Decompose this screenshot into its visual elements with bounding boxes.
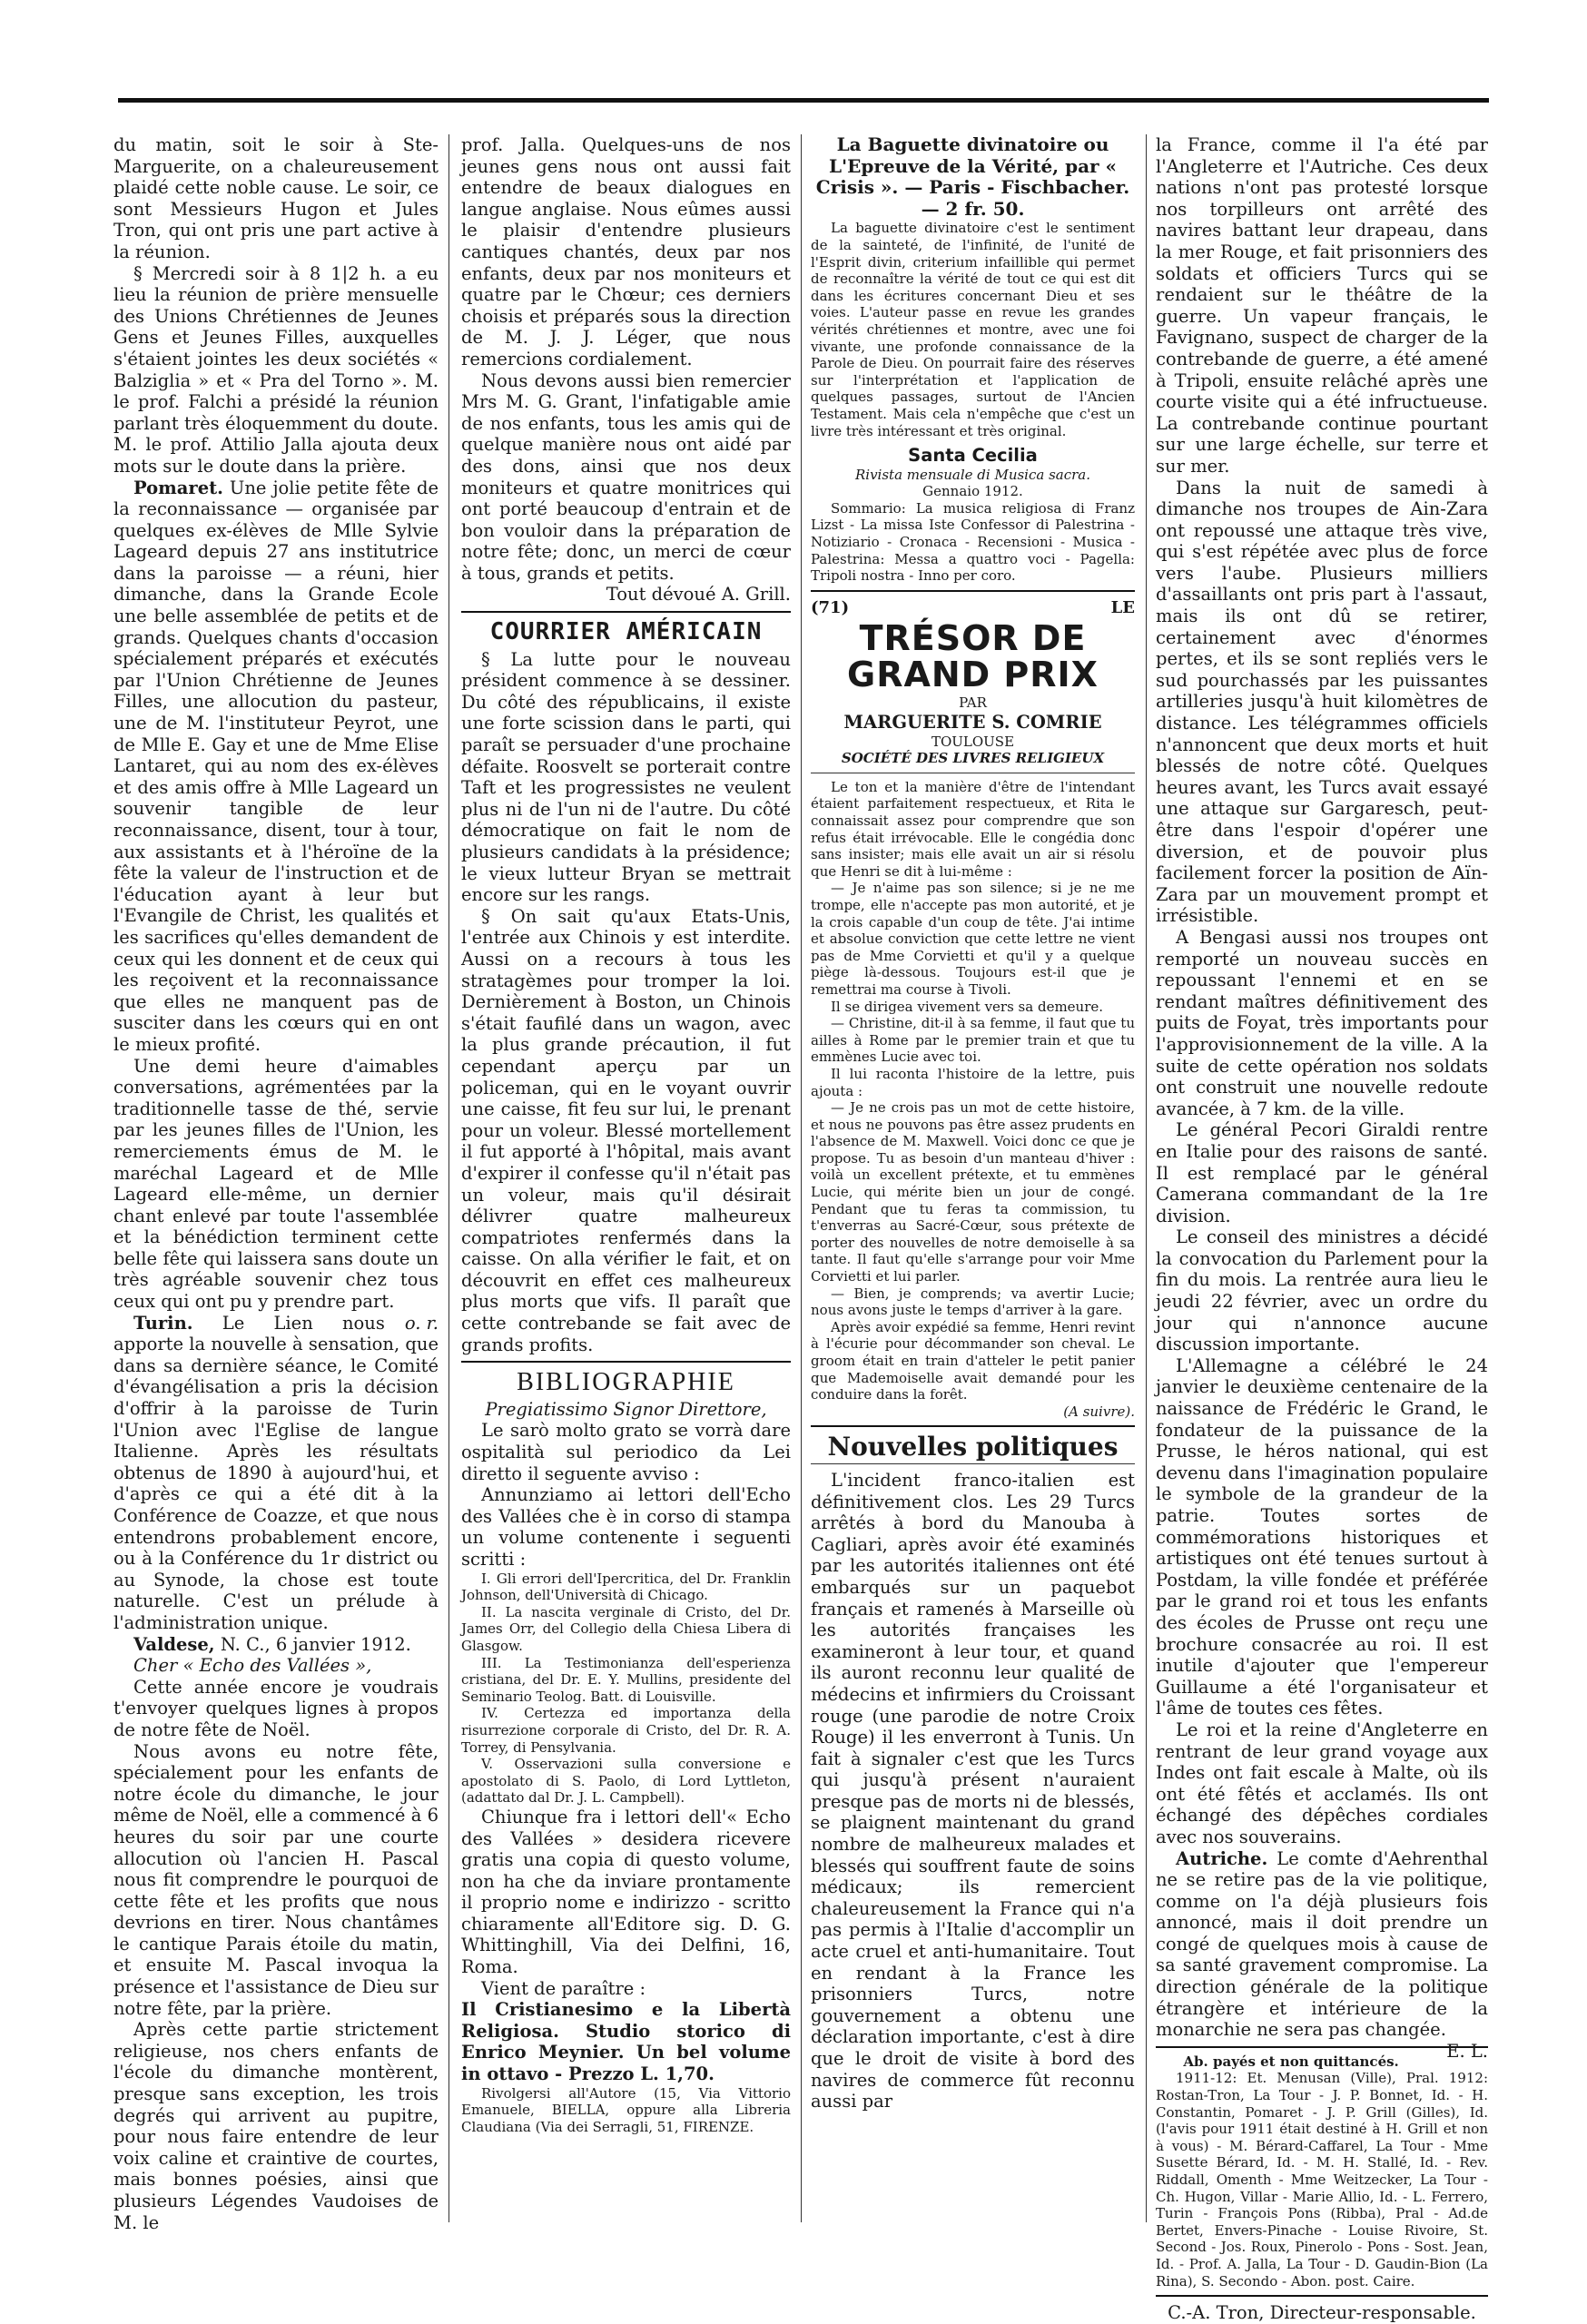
author: MARGUERITE S. COMRIE (843, 712, 1102, 734)
column-4 (1156, 134, 1488, 2324)
signature: E. L. (1446, 2040, 1488, 2062)
paragraph: Après cette partie strictement religieuse, nos chers enfants de l'école du dimanche montèrent, presque sans exception, les trois degrés qui arrivent au pupitre, pour nous faire entendre de leur voix caline et craintive de courtes, mais bonnes poésies, ainsi que plusieurs Légendes Vaudoises de M. le (113, 2019, 439, 2233)
salutation: Cher « Echo des Vallées », (133, 1655, 372, 1677)
paragraph: Il lui raconta l'histoire de la lettre, puis ajouta : (811, 1065, 1135, 1099)
paragraph: la France, comme il l'a été par l'Angleterre et l'Autriche. Ces deux nations n'ont pas protesté lorsque nos torpilleurs ont arrêté des navires battant leur drapeau, dans la mer Rouge, et fait prisonniers des soldats et officiers Turcs qui se rendaient sur le théâtre de la guerre. Un vapeur français, le Favignano, suspect de charger de la contrebande de guerre, a été amené à Tripoli, ensuite relâché après une courte visite qui a été infructueuse. La contrebande continue pourtant sur une large échelle, sur terre et sur mer. (1156, 134, 1488, 477)
paragraph: Cette année encore je voudrais t'envoyer quelques lignes à propos de notre fête de Noël. (113, 1676, 439, 1740)
paragraph: Dans la nuit de samedi à dimanche nos troupes de Ain-Zara ont repoussé une attaque très vive, qui s'est répétée avec plus de force vers l'aube. Plusieurs milliers d'assaillants ont pris part à l'assaut, mais ils ont dû se retirer, certainement avec d'énormes pertes, et ils se sont repliés vers le sud pourchassés par les puissantes artilleries jusqu'à huit kilomètres de distance. Les télégrammes officiels n'annoncent que deux morts et huit blessés de notre côté. Quelques heures avant, les Turcs avait essayé une attaque sur Gargaresch, peut-être dans l'espoir d'opérer une diversion, et de pouvoir plus facilement forcer la position de Aïn-Zara par un mouvement prompt et irrésistible. (1156, 477, 1488, 927)
paragraph: A Bengasi aussi nos troupes ont remporté un nouveau succès en repoussant l'ennemi et en se rendant maîtres définitivement des puits de Foyat, très importants pour l'approvisionnement de la ville. A la suite de cette opération nos soldats ont construit une nouvelle redoute avancée, à 7 km. de la ville. (1156, 926, 1488, 1119)
section-mark-icon: § (133, 262, 153, 284)
section-mark-icon: § (481, 905, 511, 927)
signature: Tout dévoué A. Grill. (606, 584, 791, 606)
paragraph: — Je n'aime pas son silence; si je ne me trompe, elle n'accepte pas mon autorité, et je la crois capable d'un coup de tête. J'ai intime et absolue conviction que cette lettre ne vient pas de Mme Corvietti et qu'il y a quelque piège là-dessous. Toujours est-il que je remettrai ma course à Tivoli. (811, 880, 1135, 998)
feuilleton-article: LE (1110, 597, 1135, 617)
paragraph: — Christine, dit-il à sa femme, il faut que tu ailles à Rome par le premier train et que tu emmènes Lucie avec toi. (811, 1015, 1135, 1066)
paragraph: Nous avons eu notre fête, spécialement pour les enfants de notre école du dimanche, le jour même de Noël, elle a commencé à 6 heures du soir par une courte allocution où l'ancien H. Pascal nous fit comprendre le pourquoi de cette fête et les profits que nous devrions en tirer. Nous chantâmes le cantique Parais étoile du matin, et ensuite M. Pascal invoqua la présence et l'assistance de Dieu sur notre fête, par la prière. (113, 1740, 439, 2019)
paragraph: L'Allemagne a célébré le 24 janvier le deuxième centenaire de la naissance de Frédéric le Grand, le fondateur de la puissance de la Prusse, le héros national, qui est devenu dans l'imagination populaire le symbole de la grandeur de la patrie. Toutes sortes de commémorations historiques et artistiques ont été tenues surtout à Postdam, la ville fondée et préférée par le grand roi et tous les enfants des écoles de Prusse ont reçu une brochure consacrée au roi. Il est inutile d'ajouter que l'empereur Guillaume a été l'organisateur et l'âme de toutes ces fêtes. (1156, 1354, 1488, 1719)
list-item: III. La Testimonianza dell'esperienza cristiana, del Dr. E. Y. Mullins, presidente del Seminario Teolog. Batt. di Louisville. (461, 1654, 791, 1705)
paragraph: — Je ne crois pas un mot de cette histoire, et nous ne pouvons pas être assez prudents en l'absence de M. Maxwell. Voici donc ce que je propose. Tu as besoin d'un manteau d'hiver : voilà un excellent prétexte, et tu emmènes Lucie, qui mérite bien un jour de congé. Pendant que tu feras ta commission, tu t'enverras au Sacré-Cœur, sous prétexte de porter des nouvelles de notre demoiselle à sa tante. Il faut qu'elle s'arrange pour voir Mme Corvietti et lui parler. (811, 1099, 1135, 1285)
periodical-date: Gennaio 1912. (922, 483, 1023, 500)
paragraph: Nous devons aussi bien remercier Mrs M. G. Grant, l'infatigable amie de nos enfants, tous les amis qui de quelque manière nous ont aidé par des dons, ainsi que nos deux moniteurs et quatre monitrices qui ont porté beaucoup d'entrain et de bon vouloir dans la préparation de notre fête; donc, un merci de cœur à tous, grands et petits. (461, 369, 791, 584)
locality-label: Turin. (133, 1312, 193, 1334)
paragraph: Vient de paraître : (481, 1977, 646, 1999)
paragraph: Turin. Le Lien nous apporte la nouvelle à sensation, que dans sa dernière séance, le Comité d'évangélisation a pris la décision d'offrir à la paroisse de Turin l'Union avec l'Eglise de langue Italienne. Après les résultats obtenus de 1890 à aujourd'hui, et d'après ce qui a été dit à la Conférence de Coazze, et que nous entendrons probablement encore, ou à la Conférence du 1r district ou au Synode, la chose est toute naturelle. C'est un prélude à l'administration unique. (113, 1312, 439, 1633)
byline-par: PAR (959, 694, 987, 712)
paragraph: Sommario: La musica religiosa di Franz Lizst - La missa Iste Confessor di Palestrina - Notiziario - Cronaca - Recensioni - Musica - Palestrina: Messa a quattro voci - Pagella: Tripoli nostra - Inno per coro. (811, 499, 1135, 585)
publisher: SOCIÉTÉ DES LIVRES RELIGIEUX (841, 750, 1105, 767)
paragraph: Chiunque fra i lettori dell'« Echo des Vallées » desidera ricevere gratis una copia di questo volume, non ha che da inviare prontamente il proprio nome e indirizzo - scritto chiaramente all'Editore sig. D. G. Whittinghill, Via dei Delfini, 16, Roma. (461, 1806, 791, 1978)
section-divider (461, 1361, 791, 1363)
book-title: Il Cristianesimo e la Libertà Religiosa. Studio storico di Enrico Meynier. Un bel volume in ottavo - Prezzo L. 1,70. (461, 1999, 791, 2085)
column-rule (801, 134, 802, 2222)
list-item: IV. Certezza ed importanza della risurrezione corporale di Cristo, del Dr. R. A. Torrey, di Pensylvania. (461, 1705, 791, 1756)
subscribers-title: Ab. payés et non quittancés. (1183, 2053, 1399, 2070)
feuilleton-title: TRÉSOR DE GRAND PRIX (847, 618, 1099, 695)
paragraph: Le général Pecori Giraldi rentre en Italie pour des raisons de santé. Il est remplacé par le général Camerana commandant de la 1re division. (1156, 1119, 1488, 1226)
column-3 (811, 134, 1135, 2250)
section-title: Nouvelles politiques (827, 1432, 1119, 1462)
periodical-title: Santa Cecilia (908, 445, 1038, 467)
paragraph: § Mercredi soir à 8 1|2 h. a eu lieu la réunion de prière mensuelle des Unions Chrétiennes de Jeunes Gens et Jeunes Filles, auxquelles s'étaient jointes les deux sociétés « Balziglia » et « Pra del Torno ». M. le prof. Falchi a présidé la réunion parlant très éloquemment du doute. M. le prof. Attilio Jalla ajouta deux mots sur le doute dans la prière. (113, 262, 439, 477)
feuilleton-header (811, 597, 1135, 619)
paragraph: L'incident franco-italien est définitivement clos. Les 29 Turcs arrêtés à bord du Manouba à Cagliari, après avoir été examinés par les autorités italiennes ont été embarqués sur un paquebot français et ramenés à Marseille où les autorités françaises les examineront à leur tour, et quand ils auront reconnu leur qualité de médecins et infirmiers du Croissant rouge (une parodie de notre Croix Rouge) il les enverront à Tunis. Un fait à signaler c'est que les Turcs qui jusqu'à présent n'auraient presque pas de morts ni de blessés, se plaignent maintenant du grand nombre de malheureux malades et blessés qui souffrent faute de soins médicaux; ils remercient chaleureusement la France qui n'a pas permis à l'Italie d'accomplir un acte cruel et anti-humanitaire. Tout en rendant à la France les prisonniers Turcs, notre gouvernement a obtenu une déclaration importante, c'est à dire que le droit de visite à bord des navires de commerce fût reconnu aussi par (811, 1469, 1135, 2112)
list-item: I. Gli errori dell'Ipercritica, del Dr. Franklin Johnson, dell'Università di Chicago. (461, 1570, 791, 1604)
paragraph: § On sait qu'aux Etats-Unis, l'entrée aux Chinois y est interdite. Aussi on a recours à tous les stratagèmes pour tromper la loi. Dernièrement à Boston, un Chinois s'était faufilé dans un wagon, avec la plus grande précaution, il fut cependant aperçu par un policeman, qui en le voyant ouvrir une caisse, fit feu sur lui, le prenant pour un voleur. Blessé mortellement il fut apporté à l'hôpital, mais avant d'expirer il confesse qu'il n'était pas un voleur, mais qu'il désirait délivrer quatre malheureux compatriotes renfermés dans la caisse. On alla vérifier le fait, et on découvrit en effet ces malheureux plus morts que vifs. Il paraît que cette contrebande se fait avec de grands profits. (461, 905, 791, 1355)
paragraph: Le roi et la reine d'Angleterre en rentrant de leur grand voyage aux Indes ont fait escale à Malte, où ils ont été fêtés et acclamés. Ils ont échangé des dépêches cordiales avec nos souverains. (1156, 1718, 1488, 1847)
list-item: V. Osservazioni sulla conversione e apostolato di S. Paolo, di Lord Lyttleton, (adattato dal Dr. J. L. Campbell). (461, 1756, 791, 1807)
locality-label: Valdese, (133, 1633, 215, 1655)
paragraph: Pomaret. Une jolie petite fête de la reconnaissance — organisée par quelques ex-élèves de Mlle Sylvie Lageard depuis 27 ans institutrice dans la paroisse — a réuni, hier dimanche, dans la Grande Ecole une belle assemblée de petits et de grands. Quelques chants d'occasion spécialement préparés et exécutés par l'Union Chrétienne de Jeunes Filles, une allocution du pasteur, une de M. l'instituteur Peyrot, une de Mlle E. Gay et une de Mme Elise Lantaret, qui au nom des ex-élèves et des amis offre à Mlle Lageard un souvenir tangible de leur reconnaissance, disent, tour à tour, aux assistants et à l'héroïne de la fête la valeur de l'instruction et de l'éducation ayant à leur but l'Evangile de Christ, les qualités et les sacrifices qu'elles demandent de ceux qui les donnent et de ceux qui les reçoivent et la reconnaissance que elles ne manquent pas de susciter dans les cœurs qui en ont le mieux profité. (113, 477, 439, 1055)
list-item: II. La nascita verginale di Cristo, del Dr. James Orr, del Collegio della Chiesa Libera di Glasgow. (461, 1603, 791, 1654)
book-title: La Baguette divinatoire ou L'Epreuve de la Vérité, par « Crisis ». — Paris - Fischbacher. — 2 fr. 50. (815, 133, 1130, 220)
paragraph: § La lutte pour le nouveau président commence à se dessiner. Du côté des républicains, il existe une forte scission dans le parti, qui paraît se persuader d'une prochaine défaite. Roosvelt se porterait contre Taft et les progressistes ne veulent plus ni de l'un ni de l'autre. Du côté démocratique on fait le nom de plusieurs candidats à la présidence; le vieux lutteur Bryan se mettrait encore sur les rangs. (461, 648, 791, 906)
paragraph: Autriche. Le comte d'Aehrenthal ne se retire pas de la vie politique, comme on l'a déjà plusieurs fois annoncé, mais il doit prendre un congé de quelques mois à cause de sa santé gravement compromise. La direction générale de la politique étrangère et intérieure de la monarchie ne sera pas changée. E. L. (1156, 1847, 1488, 2062)
section-title: BIBLIOGRAPHIE (517, 1368, 735, 1397)
signature: o. r. (404, 1312, 439, 1334)
top-rule (118, 98, 1489, 103)
divider (811, 1463, 1135, 1464)
section-mark-icon: § (481, 648, 511, 670)
dateline: Valdese, N. C., 6 janvier 1912. (133, 1633, 411, 1655)
locality-label: Pomaret. (133, 477, 223, 498)
paragraph: Une demi heure d'aimables conversations, agrémentées par la traditionnelle tasse de thé, servie par les jeunes filles de l'Union, les remerciements émus de M. le maréchal Lageard et de Mlle Lageard elle-même, un dernier chant enlevé par toute l'assemblée et la bénédiction terminent cette belle fête qui laissera sans doute un très agréable souvenir chez tous ceux qui ont pu y prendre part. o. r. (113, 1055, 439, 1334)
paragraph: du matin, soit le soir à Ste-Marguerite, on a chaleureusement plaidé cette noble cause. Le soir, ce sont Messieurs Hugon et Jules Tron, qui ont pris une part active à la réunion. (113, 134, 439, 262)
director-signature: C.-A. Tron, Directeur-responsable. (1168, 2302, 1476, 2324)
periodical-subtitle: Rivista mensuale di Musica sacra. (854, 466, 1091, 483)
country-label: Autriche. (1176, 1847, 1268, 1869)
paragraph: Le sarò molto grato se vorrà dare ospitalità sul periodico da Lei diretto il seguente avviso : (461, 1420, 791, 1484)
section-divider (461, 611, 791, 613)
paragraph: Rivolgersi all'Autore (15, Via Vittorio Emanuele, BIELLA, oppure alla Libreria Claudiana (Via dei Serragli, 51, FIRENZE. (461, 2084, 791, 2135)
paragraph: — Bien, je comprends; va avertir Lucie; nous avons juste le temps d'arriver à la gare. (811, 1285, 1135, 1319)
paragraph: Après avoir expédié sa femme, Henri revint à l'écurie pour décommander son cheval. Le groom était en train d'atteler le petit panier que Mademoiselle avait demandé pour les conduire dans la forêt. (811, 1318, 1135, 1403)
city: TOULOUSE (931, 733, 1015, 750)
paragraph: Le conseil des ministres a décidé la convocation du Parlement pour la fin du mois. La rentrée aura lieu le jeudi 22 février, avec un ordre du jour qui n'annonce aucune discussion importante. (1156, 1226, 1488, 1355)
section-title: COURRIER AMÉRICAIN (489, 618, 763, 646)
paragraph: La baguette divinatoire c'est le sentiment de la sainteté, de l'infinité, de l'unité de l'Esprit divin, criterium infaillible qui permet de reconnaître la vérité de tout ce qui est dit dans les écritures concernant Dieu et ses voies. L'auteur passe en revue les grandes vérités chrétiennes et montre, avec une foi vivante, une profonde connaissance de la Parole de Dieu. On pourrait faire des réserves sur l'interprétation et l'application de quelques passages, surtout de l'Ancien Testament. Mais cela n'empêche que c'est un livre très intéressant et très original. (811, 220, 1135, 439)
salutation: Pregiatissimo Signor Direttore, (485, 1398, 767, 1420)
section-divider (1156, 2295, 1488, 2297)
paragraph: Il se dirigea vivement vers sa demeure. (831, 998, 1104, 1015)
section-divider (811, 590, 1135, 592)
feuilleton-number: (71) (811, 597, 850, 617)
section-divider (811, 1425, 1135, 1427)
column-1 (113, 134, 439, 2250)
column-rule (448, 134, 449, 2222)
column-rule (1146, 134, 1147, 2222)
to-be-continued: (A suivre). (1063, 1403, 1135, 1420)
subscribers-list: 1911-12: Et. Menusan (Ville), Pral. 1912: Rostan-Tron, La Tour - J. P. Bonnet, Id. - H. Constantin, Pomaret - J. P. Grill (Gilles), Id. (l'avis pour 1911 était destiné à H. Grill et non à vous) - M. Bérard-Caffarel, La Tour - Mme Susette Bérard, Id. - M. H. Stallé, Id. - Rev. Riddall, Omenth - Mme Weitzecker, La Tour - Ch. Hugon, Villar - Marie Allio, Id. - L. Ferrero, Turin - François Pons (Ribba), Pral - Ad.de Bertet, Envers-Pinache - Louise Rivoire, St. Second - Jos. Roux, Pinerolo - Pons - Sost. Jean, Id. - Prof. A. Jalla, La Tour - D. Gaudin-Bion (La Rina), S. Secondo - Abon. post. Caire. (1156, 2070, 1488, 2290)
paragraph: Annunziamo ai lettori dell'Echo des Vallées che è in corso di stampa un volume contenente i seguenti scritti : (461, 1484, 791, 1570)
paragraph: Le ton et la manière d'être de l'intendant étaient parfaitement respectueux, et Rita le connaissait assez pour comprendre que son refus était irrévocable. Elle le congédia donc sans insister; mais elle avait un air si résolu que Henri se dit à lui-même : (811, 778, 1135, 880)
column-2 (461, 134, 791, 2250)
paragraph: prof. Jalla. Quelques-uns de nos jeunes gens nous ont aussi fait entendre de beaux dialogues en langue anglaise. Nous eûmes aussi le plaisir d'entendre plusieurs cantiques chantés, deux par nos enfants, deux par nos moniteurs et quatre par le Chœur; ces derniers choisis et préparés sous la direction de M. J. J. Léger, que nous remercions cordialement. (461, 134, 791, 369)
